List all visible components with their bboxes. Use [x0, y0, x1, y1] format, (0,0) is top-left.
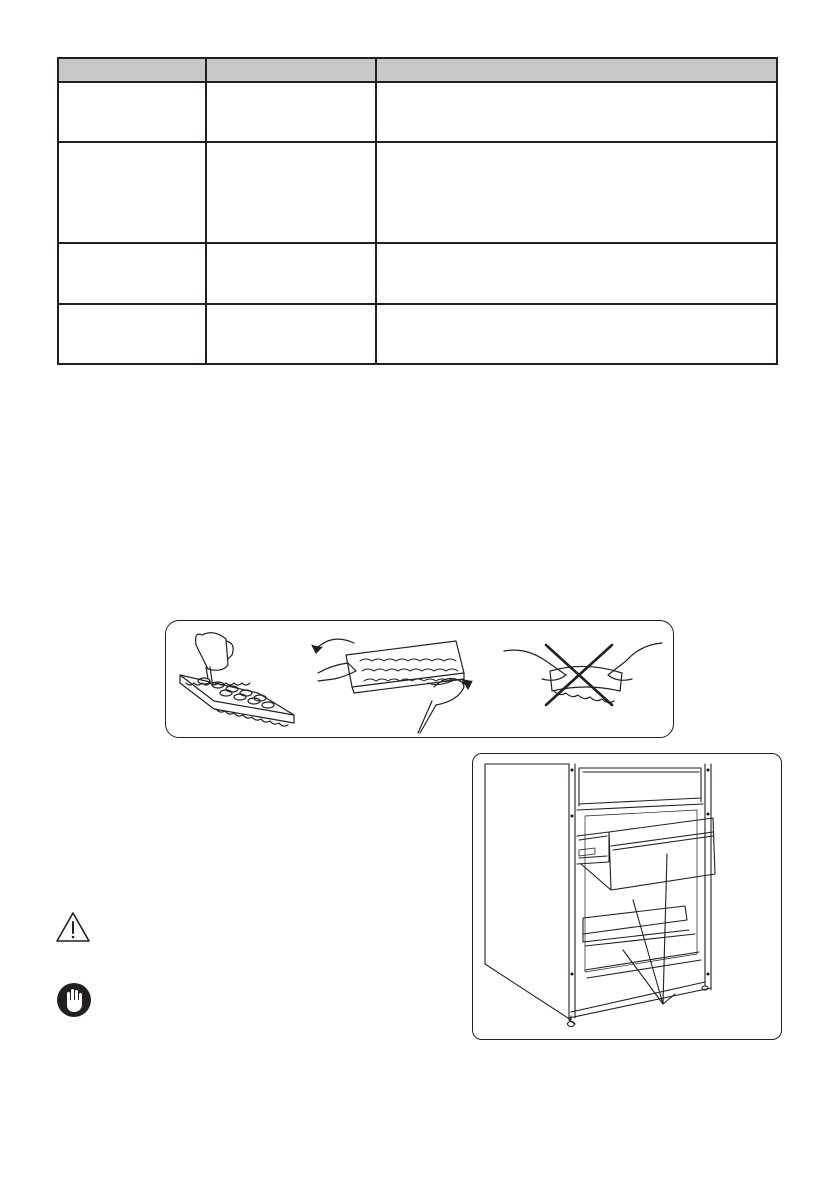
row-divider — [59, 303, 776, 305]
spec-table — [57, 57, 778, 365]
row-divider — [59, 242, 776, 244]
ice-tray-instructions-panel — [165, 620, 674, 738]
column-divider — [205, 59, 207, 363]
row-divider — [59, 141, 776, 143]
warning-triangle-icon — [55, 911, 91, 943]
ice-tray-illustration — [166, 621, 672, 736]
table-header-row — [59, 59, 776, 83]
fill-tray-icon — [180, 633, 294, 726]
do-not-twist-icon — [504, 643, 662, 705]
stop-hand-icon — [56, 982, 92, 1018]
freezer-drawers-panel — [472, 753, 782, 1040]
twist-tray-icon — [312, 639, 472, 733]
column-divider — [375, 59, 377, 363]
freezer-drawers-illustration — [473, 754, 780, 1038]
